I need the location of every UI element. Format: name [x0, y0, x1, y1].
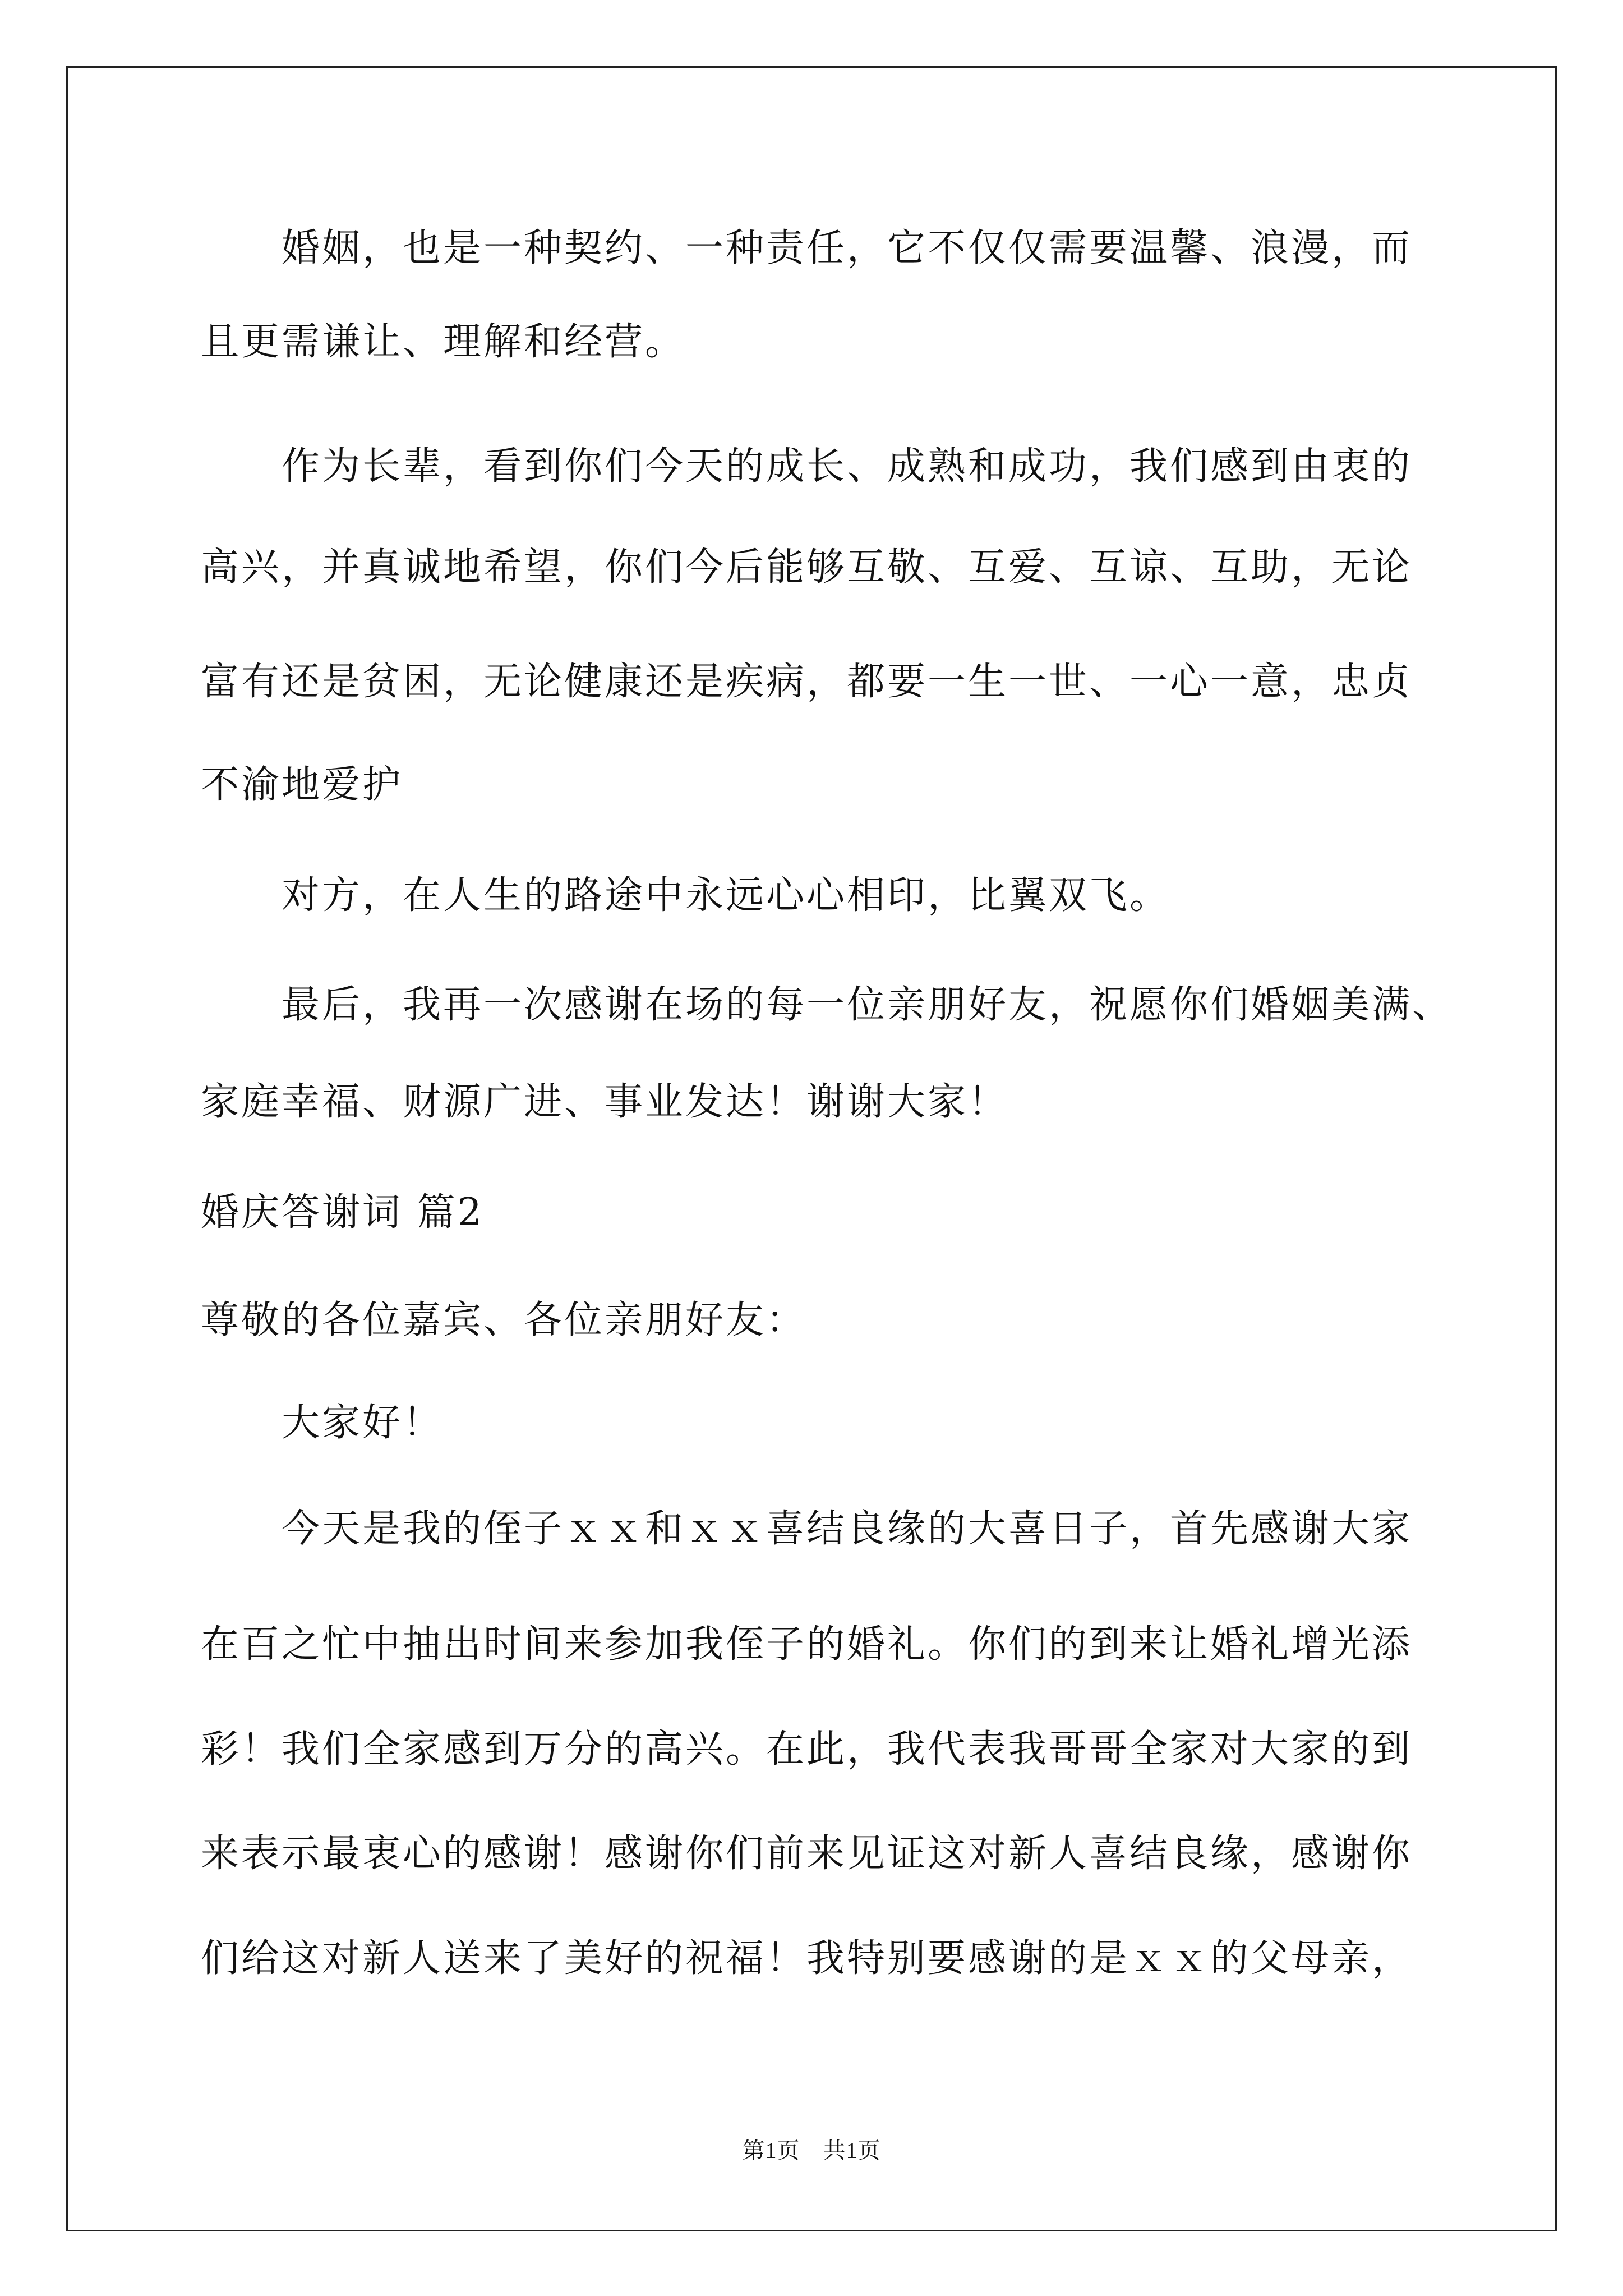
- paragraph-line: 家庭幸福、财源广进、事业发达！谢谢大家！: [201, 1080, 1009, 1124]
- paragraph-line: 们给这对新人送来了美好的祝福！我特别要感谢的是ｘｘ的父母亲，: [201, 1936, 1413, 1981]
- paragraph-line: 高兴，并真诚地希望，你们今后能够互敬、互爱、互谅、互助，无论: [201, 545, 1413, 590]
- greeting: 大家好！: [282, 1401, 444, 1445]
- paragraph-line: 富有还是贫困，无论健康还是疾病，都要一生一世、一心一意，忠贞: [201, 660, 1413, 704]
- paragraph-line: 来表示最衷心的感谢！感谢你们前来见证这对新人喜结良缘，感谢你: [201, 1832, 1413, 1876]
- paragraph-line: 今天是我的侄子ｘｘ和ｘｘ喜结良缘的大喜日子，首先感谢大家: [282, 1507, 1413, 1551]
- page-number-footer: 第1页 共1页: [742, 2138, 881, 2163]
- salutation: 尊敬的各位嘉宾、各位亲朋好友：: [201, 1298, 807, 1342]
- paragraph-line: 最后，我再一次感谢在场的每一位亲朋好友，祝愿你们婚姻美满、: [282, 983, 1453, 1027]
- paragraph-line: 婚姻，也是一种契约、一种责任，它不仅仅需要温馨、浪漫，而: [282, 226, 1413, 270]
- paragraph-line: 且更需谦让、理解和经营。: [201, 320, 686, 364]
- paragraph-line: 彩！我们全家感到万分的高兴。在此，我代表我哥哥全家对大家的到: [201, 1727, 1413, 1772]
- paragraph-line: 作为长辈，看到你们今天的成长、成熟和成功，我们感到由衷的: [282, 444, 1413, 489]
- paragraph-line: 不渝地爱护: [201, 763, 403, 807]
- page-border: [66, 66, 1557, 2231]
- paragraph-line: 对方，在人生的路途中永远心心相印，比翼双飞。: [282, 873, 1170, 918]
- section-heading: 婚庆答谢词 篇2: [201, 1190, 484, 1235]
- paragraph-line: 在百之忙中抽出时间来参加我侄子的婚礼。你们的到来让婚礼增光添: [201, 1622, 1413, 1667]
